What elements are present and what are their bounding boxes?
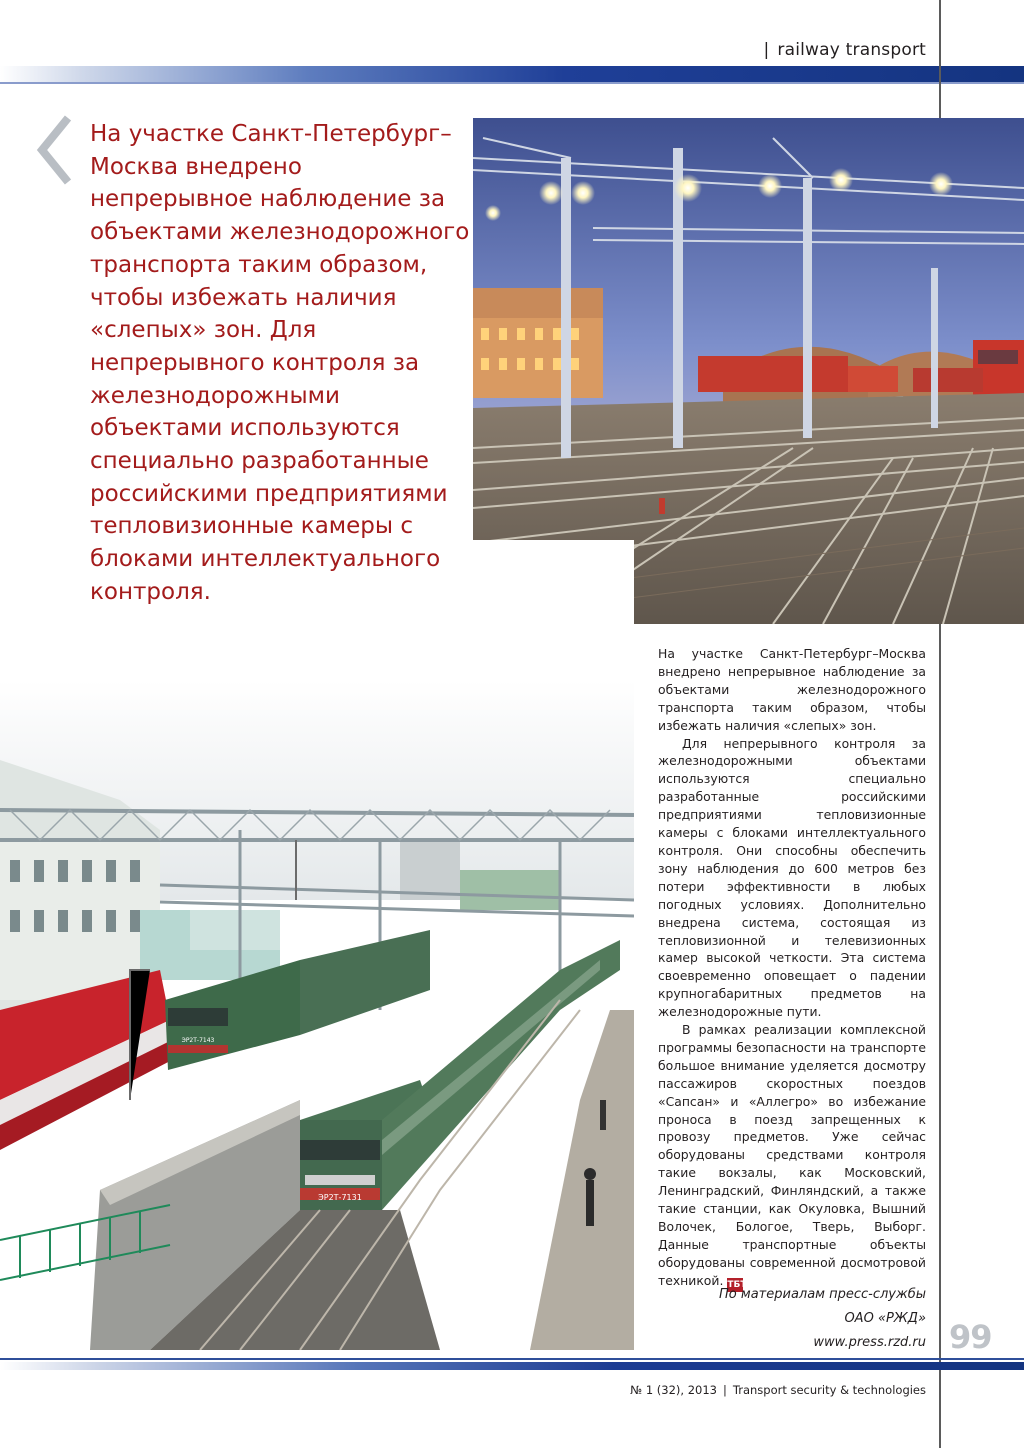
source-credits xyxy=(719,1283,926,1355)
header-rule xyxy=(0,82,1024,84)
train-number-rear: ЭР2Т-7143 xyxy=(181,1037,215,1044)
end-of-article-logo-icon: ТБТ xyxy=(727,1279,747,1290)
article-body xyxy=(658,645,926,1292)
magazine-title: Transport security & technologies xyxy=(732,1383,926,1397)
train-number-front: ЭР2Т-7131 xyxy=(318,1193,362,1202)
photo-suburban-station xyxy=(0,540,634,1350)
header-separator: | xyxy=(763,40,770,60)
article-paragraph-text: Для непрерывного контроля за железнодорожными объектами используются специально разработанные российскими предприятиями тепловизионные камеры с блоками интеллектуального контроля. Они способны обеспечить зону наблюдения до 600 метров без потери эффективности в любых погодных условиях. Дополнительно внедрена система, состоящая из тепловизионной и телевизионных камер высокой четкости. Эта система своевременно оповещает о падении крупногабаритных предметов на железнодорожные пути. xyxy=(658,735,926,1020)
article-paragraph: На участке Санкт-Петербург–Москва внедрено непрерывное наблюдение за объектами железнодорожного транспорта таким образом, чтобы избежать наличия «слепых» зон. xyxy=(658,646,926,733)
footer-rule xyxy=(0,1358,1024,1360)
footer-issue-info xyxy=(630,1383,926,1397)
credit-link[interactable]: www.press.rzd.ru xyxy=(813,1335,926,1350)
credit-line: По материалам пресс-службы xyxy=(719,1287,926,1302)
section-title: railway transport xyxy=(777,40,926,60)
article-paragraph xyxy=(658,1021,926,1292)
credit-line: ОАО «РЖД» xyxy=(844,1311,926,1326)
chevron-left-icon xyxy=(28,110,84,190)
section-header xyxy=(763,40,926,60)
pull-quote: На участке Санкт-Петербург–Москва внедрено непрерывное наблюдение за объектами железнодорожного транспорта таким образом, чтобы избежать наличия «слепых» зон. Для непрерывного контроля за железнодорожными объектами используются специально разработанные российскими предприятиями тепловизионные камеры с блоками интеллектуального контроля. xyxy=(90,121,470,605)
footer-gradient-bar xyxy=(0,1362,1024,1370)
article-paragraph xyxy=(658,735,926,1022)
issue-number: № 1 (32), 2013 xyxy=(630,1383,717,1397)
article-paragraph-text: В рамках реализации комплексной программы безопасности на транспорте большое внимание уделяется досмотру пассажиров скоростных поездов «Сапсан» и «Аллегро» во избежание проноса в поезд запрещенных к провозу предметов. Уже сейчас оборудованы средствами контроля такие вокзалы, как Московский, Ленинградский, Финляндский, а также такие станции, как Окуловка, Вышний Волочек, Бологое, Тверь, Выборг. Данные транспортные объекты оборудованы современной досмотровой техникой. xyxy=(658,1022,926,1288)
header-gradient-bar xyxy=(0,66,1024,82)
footer-separator: | xyxy=(723,1383,727,1397)
page-number: 99 xyxy=(949,1318,992,1356)
